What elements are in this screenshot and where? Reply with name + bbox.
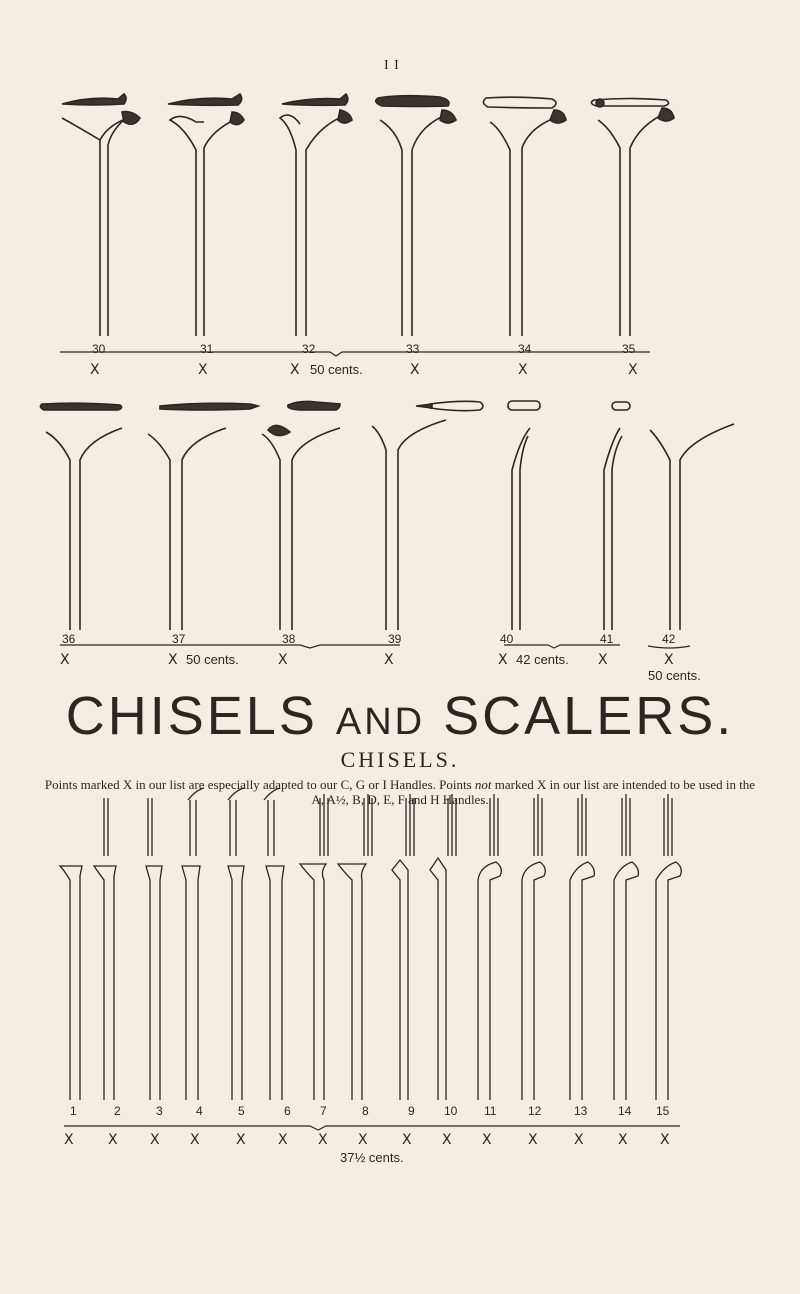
adapted-mark: X xyxy=(518,362,528,378)
note-mark: X xyxy=(122,777,133,792)
item-number: 35 xyxy=(622,342,636,356)
item-number: 39 xyxy=(388,632,402,646)
item-number: 38 xyxy=(282,632,296,646)
item-number: 10 xyxy=(444,1104,458,1118)
adapted-mark: X xyxy=(498,652,508,668)
item-number: 3 xyxy=(156,1104,163,1118)
adapted-mark: X xyxy=(318,1132,328,1148)
note-part1: Points marked xyxy=(44,777,120,792)
adapted-mark: X xyxy=(664,652,674,668)
price: 50 cents. xyxy=(648,668,701,683)
item-number: 12 xyxy=(528,1104,542,1118)
adapted-mark: X xyxy=(628,362,638,378)
title-word-chisels: CHISELS xyxy=(65,686,318,746)
item-number: 36 xyxy=(62,632,76,646)
item-number: 15 xyxy=(656,1104,670,1118)
adapted-mark: X xyxy=(278,652,288,668)
item-number: 7 xyxy=(320,1104,327,1118)
item-number: 40 xyxy=(500,632,514,646)
item-number: 31 xyxy=(200,342,214,356)
adapted-mark: X xyxy=(384,652,394,668)
adapted-mark: X xyxy=(150,1132,160,1148)
adapted-mark: X xyxy=(482,1132,492,1148)
adapted-mark: X xyxy=(402,1132,412,1148)
item-number: 5 xyxy=(238,1104,245,1118)
note-part3: marked xyxy=(494,777,534,792)
adapted-mark: X xyxy=(442,1132,452,1148)
adapted-mark: X xyxy=(290,362,300,378)
note-part4: in our list are intended to be used in the A, A½, B, D, E, F and H Handles. xyxy=(311,777,756,807)
page-title xyxy=(0,685,800,747)
item-number: 4 xyxy=(196,1104,203,1118)
adapted-mark: X xyxy=(90,362,100,378)
title-word-scalers: SCALERS. xyxy=(443,686,735,746)
item-number: 8 xyxy=(362,1104,369,1118)
row1-chisels xyxy=(62,108,674,336)
item-number: 30 xyxy=(92,342,106,356)
item-number: 37 xyxy=(172,632,186,646)
title-word-and: AND xyxy=(335,701,426,743)
adapted-mark: X xyxy=(60,652,70,668)
adapted-mark: X xyxy=(64,1132,74,1148)
note-emphasis: not xyxy=(474,777,492,792)
handle-note xyxy=(40,777,760,807)
price: 50 cents. xyxy=(310,362,363,377)
item-number: 13 xyxy=(574,1104,588,1118)
section-subtitle: CHISELS. xyxy=(340,747,460,772)
adapted-mark: X xyxy=(108,1132,118,1148)
adapted-mark: X xyxy=(660,1132,670,1148)
price: 50 cents. xyxy=(186,652,239,667)
price: 37½ cents. xyxy=(340,1150,404,1165)
row2-side-profiles xyxy=(40,401,630,411)
item-number: 6 xyxy=(284,1104,291,1118)
item-number: 11 xyxy=(484,1104,497,1118)
adapted-mark: X xyxy=(528,1132,538,1148)
adapted-mark: X xyxy=(168,652,178,668)
item-number: 32 xyxy=(302,342,316,356)
page-number: I I xyxy=(384,58,400,73)
adapted-mark: X xyxy=(598,652,608,668)
price: 42 cents. xyxy=(516,652,569,667)
adapted-mark: X xyxy=(618,1132,628,1148)
adapted-mark: X xyxy=(190,1132,200,1148)
row2-chisels xyxy=(46,420,734,630)
note-part2: in our list are especially adapted to our C, G or I Handles. Points xyxy=(135,777,472,792)
item-number: 14 xyxy=(618,1104,632,1118)
row3-chisels xyxy=(60,858,681,1100)
adapted-mark: X xyxy=(198,362,208,378)
item-number: 2 xyxy=(114,1104,121,1118)
adapted-mark: X xyxy=(278,1132,288,1148)
adapted-mark: X xyxy=(574,1132,584,1148)
item-number: 34 xyxy=(518,342,532,356)
item-number: 42 xyxy=(662,632,676,646)
row1-side-profiles xyxy=(62,94,669,108)
adapted-mark: X xyxy=(236,1132,246,1148)
item-number: 9 xyxy=(408,1104,415,1118)
note-mark-2: X xyxy=(537,777,547,792)
item-number: 1 xyxy=(70,1104,77,1118)
item-number: 41 xyxy=(600,632,614,646)
adapted-mark: X xyxy=(358,1132,368,1148)
adapted-mark: X xyxy=(410,362,420,378)
item-number: 33 xyxy=(406,342,420,356)
